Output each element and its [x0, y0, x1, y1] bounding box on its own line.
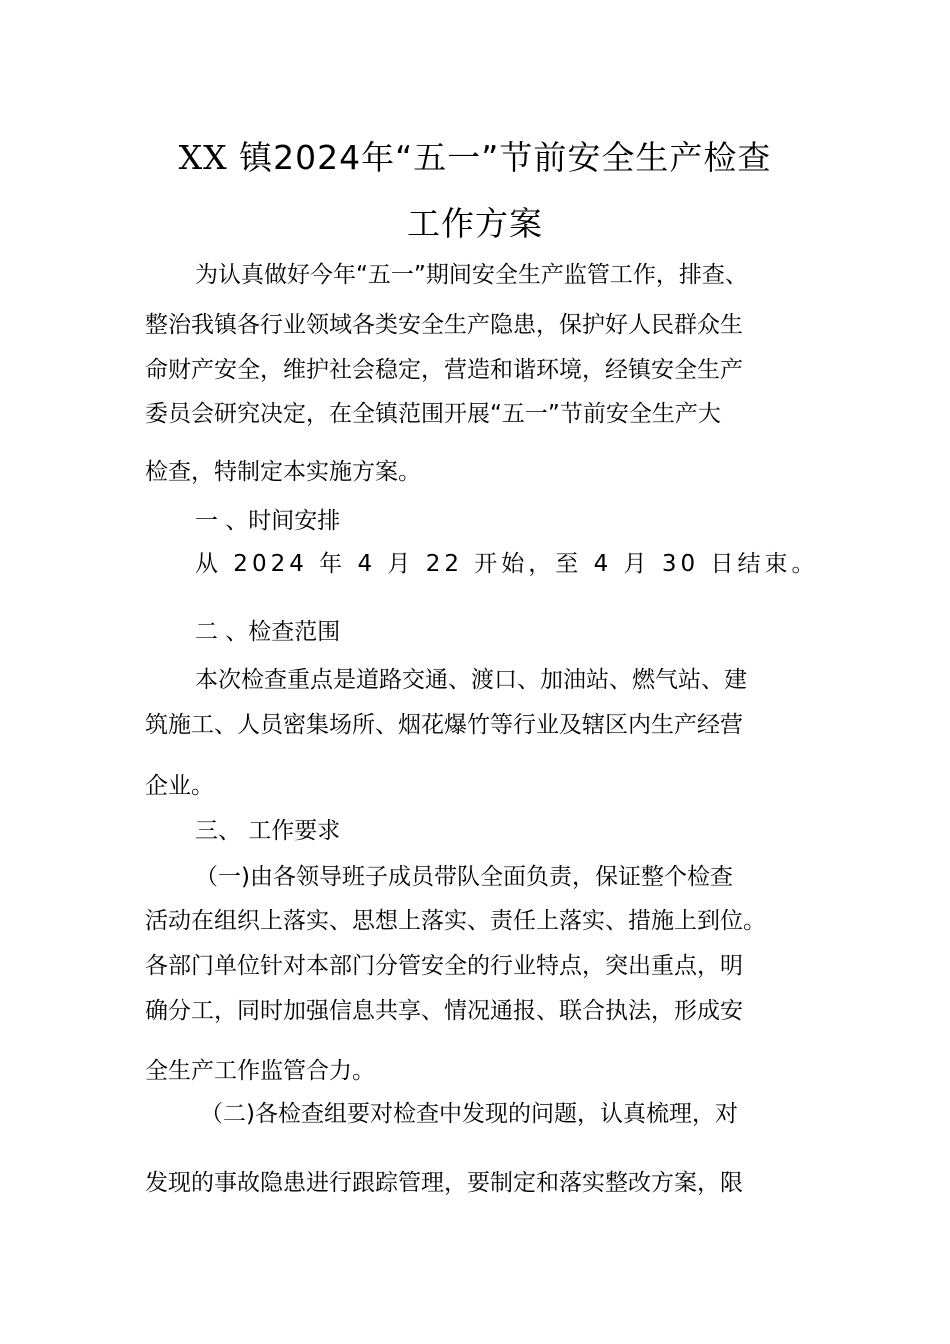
document-title-line-1 [0, 138, 950, 178]
scope-line: 筑施工、人员密集场所、烟花爆竹等行业及辖区内生产经营 [145, 712, 743, 738]
title-prefix: XX [178, 138, 228, 177]
requirement-2-line: 发现的事故隐患进行跟踪管理，要制定和落实整改方案，限 [145, 1170, 743, 1196]
requirement-1-line: （一)由各领导班子成员带队全面负责，保证整个检查 [195, 864, 733, 890]
section-heading-scope: 二 、检查范围 [195, 619, 341, 645]
requirement-1-line: 各部门单位针对本部门分管安全的行业特点，突出重点，明 [145, 953, 743, 979]
intro-line: 为认真做好今年“五一”期间安全生产监管工作，排查、 [195, 262, 748, 288]
intro-line: 检查，特制定本实施方案。 [145, 459, 421, 485]
title-main: 镇2024年“五一”节前安全生产检查 [239, 138, 772, 177]
requirement-1-line: 活动在组织上落实、思想上落实、责任上落实、措施上到位。 [145, 908, 766, 934]
intro-line: 委员会研究决定，在全镇范围开展“五一”节前安全生产大 [145, 401, 721, 427]
requirement-1-line: 确分工，同时加强信息共享、情况通报、联合执法，形成安 [145, 998, 743, 1024]
requirement-1-line: 全生产工作监管合力。 [145, 1058, 375, 1084]
section-heading-requirements: 三、 工作要求 [195, 818, 341, 844]
requirement-2-line: （二)各检查组要对检查中发现的问题，认真梳理，对 [200, 1101, 738, 1127]
scope-line: 本次检查重点是道路交通、渡口、加油站、燃气站、建 [195, 667, 747, 693]
intro-line: 命财产安全，维护社会稳定，营造和谐环境，经镇安全生产 [145, 357, 743, 383]
section-heading-time: 一 、时间安排 [195, 508, 341, 534]
document-title-line-2: 工作方案 [407, 204, 543, 243]
section-body-time: 从 2024 年 4 月 22 开始，至 4 月 30 日结束。 [195, 551, 819, 577]
scope-line: 企业。 [145, 773, 214, 799]
intro-line: 整治我镇各行业领域各类安全生产隐患，保护好人民群众生 [145, 312, 743, 338]
